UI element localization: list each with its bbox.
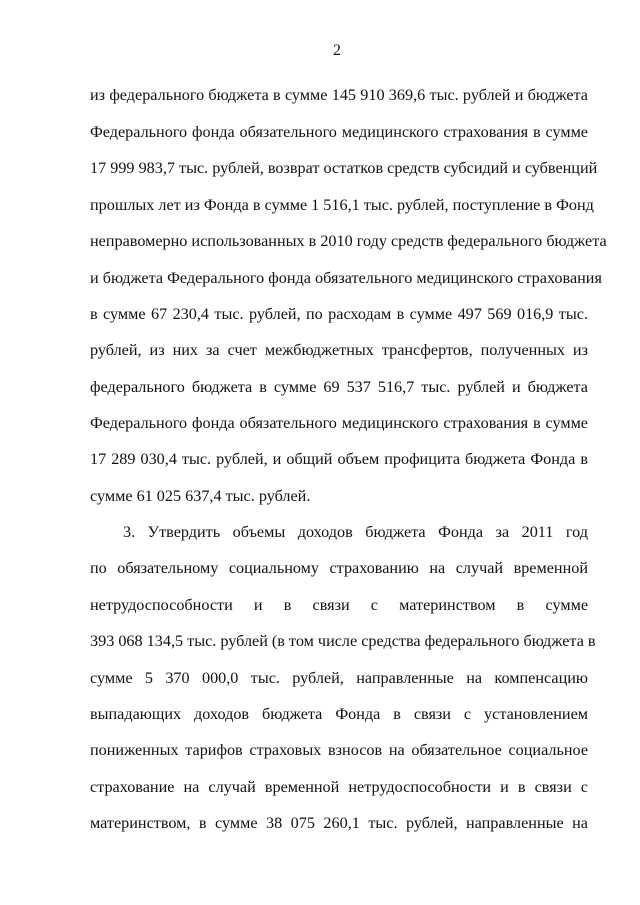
text-line: по обязательному социальному страхованию на случай временной	[90, 559, 588, 577]
text-line: выпадающих доходов бюджета Фонда в связи с установлением	[90, 705, 588, 723]
text-line: нетрудоспособности и в связи с материнством в сумме	[90, 596, 588, 614]
text-line: и бюджета Федерального фонда обязательного медицинского страхования	[90, 269, 602, 287]
text-line: в сумме 67 230,4 тыс. рублей, по расходам в сумме 497 569 016,9 тыс.	[90, 305, 588, 323]
text-line: 17 999 983,7 тыс. рублей, возврат остатков средств субсидий и субвенций	[90, 159, 598, 177]
text-line: неправомерно использованных в 2010 году средств федерального бюджета	[90, 232, 607, 250]
text-line: федерального бюджета в сумме 69 537 516,7 тыс. рублей и бюджета	[90, 378, 588, 396]
text-line: страхование на случай временной нетрудоспособности и в связи с	[90, 778, 588, 796]
page-number: 2	[333, 42, 341, 59]
text-line: 393 068 134,5 тыс. рублей (в том числе средства федерального бюджета в	[90, 632, 596, 650]
text-line: Федерального фонда обязательного медицинского страхования в сумме	[90, 123, 588, 141]
text-line: пониженных тарифов страховых взносов на обязательное социальное	[90, 741, 588, 759]
paragraph-3-start: 3. Утвердить объемы доходов бюджета Фонда за 2011 год	[123, 523, 588, 541]
text-line: Федерального фонда обязательного медицинского страхования в сумме	[90, 414, 588, 432]
text-line: сумме 5 370 000,0 тыс. рублей, направленные на компенсацию	[90, 669, 588, 687]
text-line: сумме 61 025 637,4 тыс. рублей.	[90, 487, 311, 505]
text-line: прошлых лет из Фонда в сумме 1 516,1 тыс. рублей, поступление в Фонд	[90, 196, 594, 214]
text-line: рублей, из них за счет межбюджетных трансфертов, полученных из	[90, 341, 588, 359]
text-line: 17 289 030,4 тыс. рублей, и общий объем профицита бюджета Фонда в	[90, 450, 588, 468]
text-line: из федерального бюджета в сумме 145 910 369,6 тыс. рублей и бюджета	[90, 86, 588, 104]
text-line: материнством, в сумме 38 075 260,1 тыс. рублей, направленные на	[90, 814, 588, 832]
